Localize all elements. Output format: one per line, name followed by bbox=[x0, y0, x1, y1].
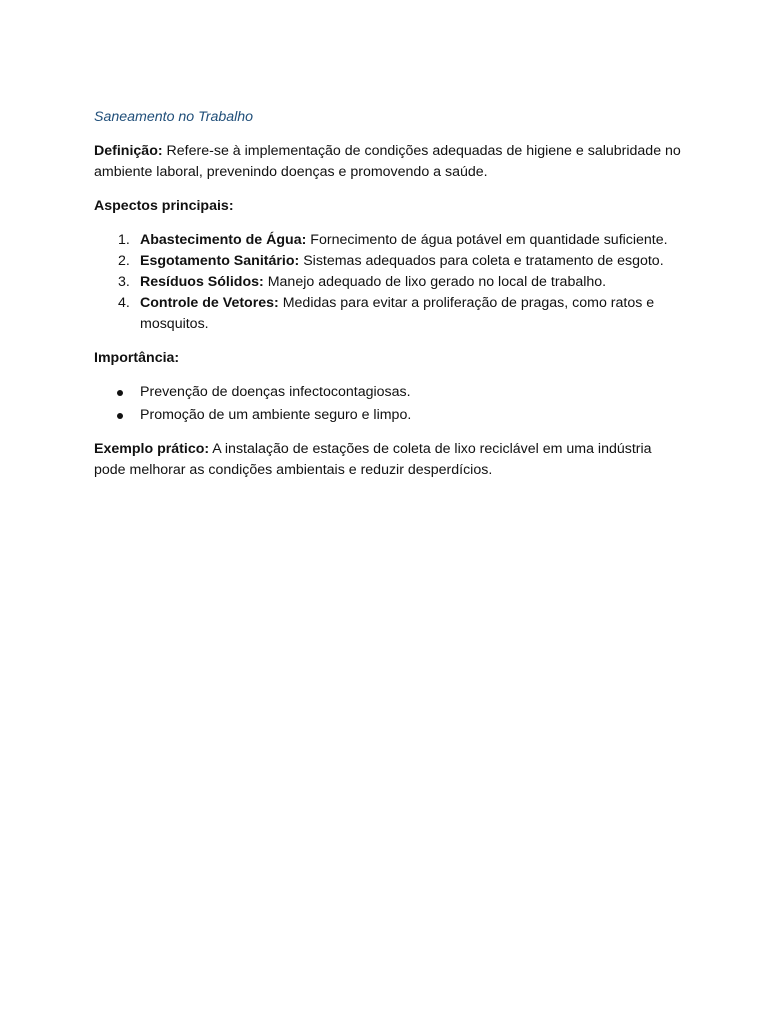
list-item-text: Fornecimento de água potável em quantidade suficiente. bbox=[310, 232, 668, 248]
list-item bbox=[94, 405, 684, 426]
definition-paragraph bbox=[94, 141, 684, 183]
importance-list bbox=[94, 382, 684, 426]
list-item-text: Promoção de um ambiente seguro e limpo. bbox=[140, 406, 412, 423]
importance-heading: Importância: bbox=[94, 350, 180, 366]
list-item bbox=[94, 230, 684, 251]
definition-text: Refere-se à implementação de condições adequadas de higiene e salubridade no ambiente laboral, prevenindo doenças e promovendo a saúde. bbox=[94, 143, 681, 180]
list-item-number: 4. bbox=[118, 295, 130, 311]
example-paragraph bbox=[94, 439, 684, 481]
list-item-text: Sistemas adequados para coleta e tratamento de esgoto. bbox=[303, 253, 664, 269]
example-text: A instalação de estações de coleta de lixo reciclável em uma indústria pode melhorar as condições ambientais e reduzir desperdícios. bbox=[94, 440, 652, 478]
document-title: Saneamento no Trabalho bbox=[94, 109, 254, 125]
aspects-heading: Aspectos principais: bbox=[94, 198, 234, 214]
list-item-text: Manejo adequado de lixo gerado no local de trabalho. bbox=[267, 274, 607, 290]
list-item-number: 2. bbox=[118, 253, 130, 269]
example-label: Exemplo prático: bbox=[94, 440, 210, 457]
list-item bbox=[94, 293, 684, 335]
list-item-label: Resíduos Sólidos: bbox=[140, 274, 264, 290]
bullet-icon bbox=[117, 413, 123, 419]
bullet-icon bbox=[117, 390, 123, 396]
definition-label: Definição: bbox=[94, 143, 163, 159]
list-item-number: 3. bbox=[118, 274, 130, 290]
list-item-label: Controle de Vetores: bbox=[140, 295, 279, 311]
list-item bbox=[94, 251, 684, 272]
list-item-text: Prevenção de doenças infectocontagiosas. bbox=[140, 384, 411, 400]
list-item-number: 1. bbox=[118, 232, 130, 248]
list-item-label: Esgotamento Sanitário: bbox=[140, 253, 300, 269]
list-item bbox=[94, 382, 684, 403]
aspects-list bbox=[94, 230, 684, 335]
list-item-label: Abastecimento de Água: bbox=[140, 232, 307, 248]
list-item-text: Medidas para evitar a proliferação de pragas, como ratos e mosquitos. bbox=[140, 295, 655, 332]
list-item bbox=[94, 272, 684, 293]
document-content bbox=[94, 107, 684, 494]
